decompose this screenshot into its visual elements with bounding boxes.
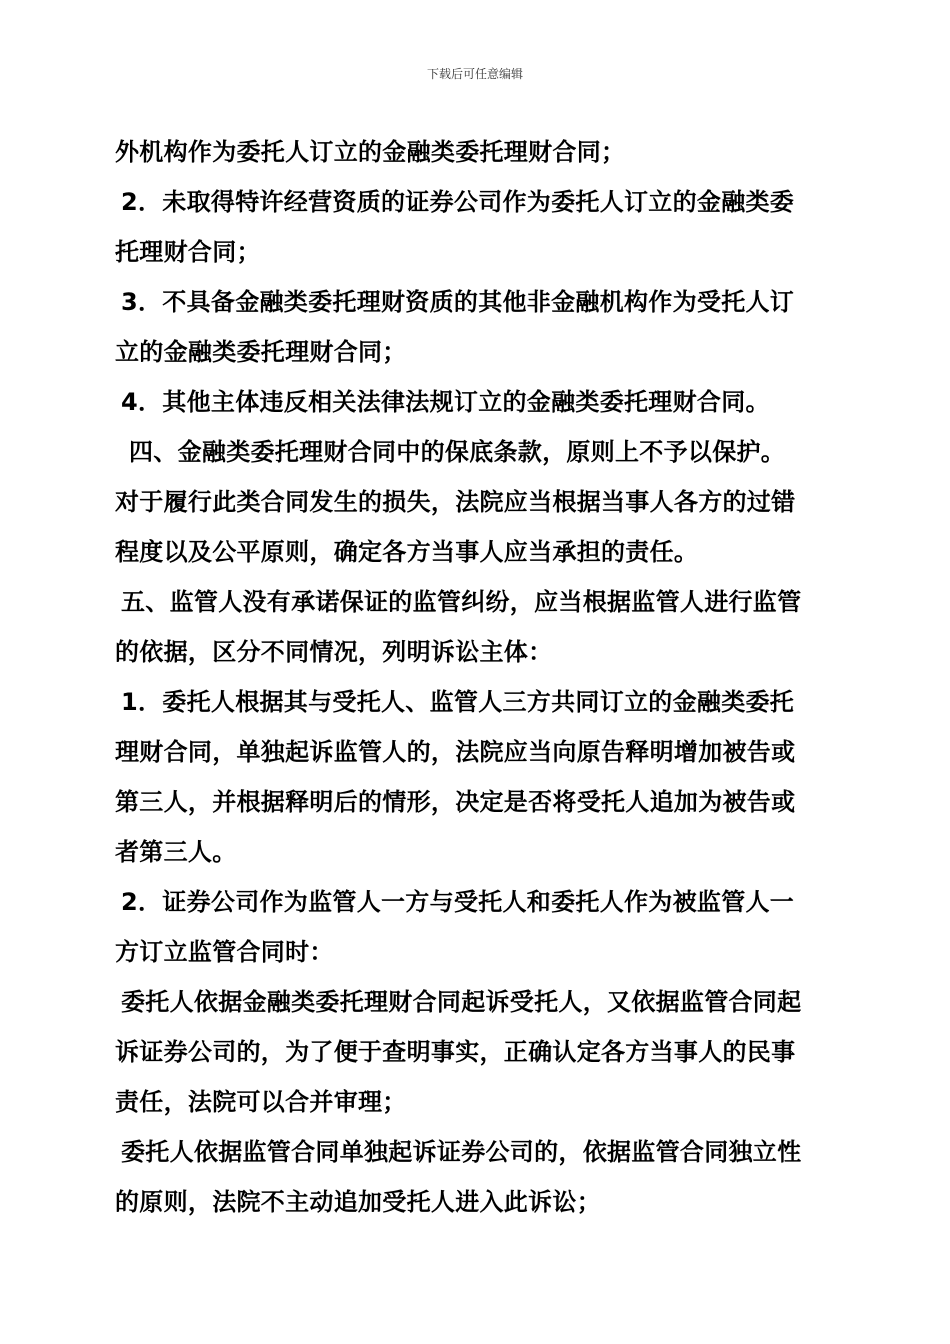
text-line: 者第三人。 [115, 838, 237, 866]
section-heading-four: 四、金融类委托理财合同中的保底条款，原则上不予以保护。 [129, 438, 786, 466]
text-line: 责任，法院可以合并审理； [115, 1088, 407, 1116]
section-heading-five: 五、监管人没有承诺保证的监管纠纷，应当根据监管人进行监管 [121, 588, 802, 616]
text-line: 的依据，区分不同情况，列明诉讼主体： [115, 638, 553, 666]
text-line: 1．委托人根据其与受托人、监管人三方共同订立的金融类委托 [121, 688, 795, 716]
text-line: 2．证券公司作为监管人一方与受托人和委托人作为被监管人一 [121, 888, 795, 916]
text-line: 理财合同，单独起诉监管人的，法院应当向原告释明增加被告或 [115, 738, 796, 766]
text-line: 诉证券公司的，为了便于查明事实，正确认定各方当事人的民事 [115, 1038, 796, 1066]
text-line: 立的金融类委托理财合同； [115, 338, 407, 366]
page-header: 下载后可任意编辑 [426, 67, 523, 81]
text-line: 4．其他主体违反相关法律法规订立的金融类委托理财合同。 [121, 388, 770, 416]
text-line: 3．不具备金融类委托理财资质的其他非金融机构作为受托人订 [121, 288, 795, 316]
text-line: 程度以及公平原则，确定各方当事人应当承担的责任。 [115, 538, 699, 566]
text-line: 方订立监管合同时： [115, 938, 334, 966]
text-line: 委托人依据监管合同单独起诉证券公司的，依据监管合同独立性 [121, 1138, 802, 1166]
text-line: 对于履行此类合同发生的损失，法院应当根据当事人各方的过错 [115, 488, 796, 516]
text-line: 2．未取得特许经营资质的证券公司作为委托人订立的金融类委 [121, 188, 795, 216]
text-line: 的原则，法院不主动追加受托人进入此诉讼； [115, 1188, 601, 1216]
text-line: 托理财合同； [115, 238, 261, 266]
text-line: 外机构作为委托人订立的金融类委托理财合同； [115, 138, 626, 166]
text-line: 委托人依据金融类委托理财合同起诉受托人，又依据监管合同起 [121, 988, 802, 1016]
text-line: 第三人，并根据释明后的情形，决定是否将受托人追加为被告或 [115, 788, 796, 816]
document-body [115, 127, 840, 1227]
